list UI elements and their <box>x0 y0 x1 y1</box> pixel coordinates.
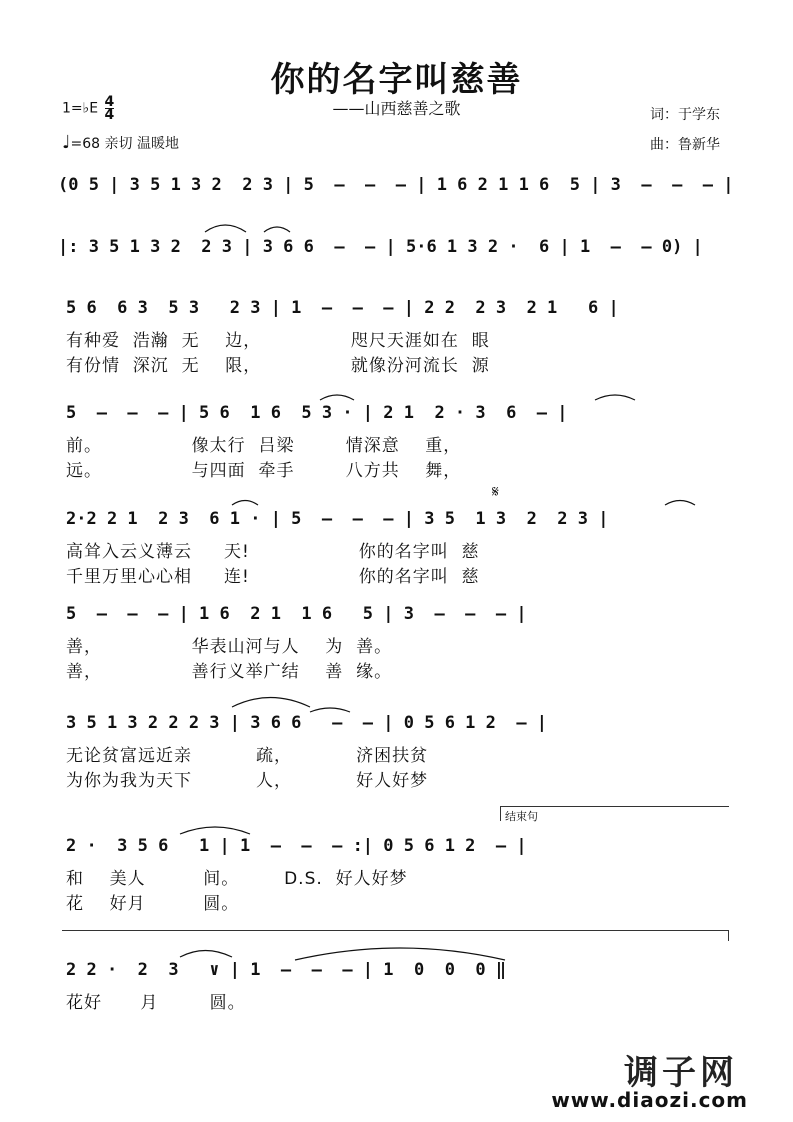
song-subtitle: ——山西慈善之歌 <box>332 99 461 118</box>
key-label: 1=♭E <box>62 100 99 117</box>
lyric-row-8-verse-2: 花 好月 圆。 <box>66 894 240 914</box>
lyricist: 词：于学东 <box>650 107 720 123</box>
lyric-row-8-verse-1: 和 美人 间。 D.S. 好人好梦 <box>66 869 408 889</box>
lyric-row-6-verse-1: 善， 华表山河与人 为 善。 <box>66 637 393 657</box>
slur-arc <box>310 708 350 712</box>
slur-arc <box>595 395 635 400</box>
segno-icon: 𝄋 <box>492 482 499 501</box>
slur-arc <box>180 951 232 958</box>
lyric-row-7-verse-1: 无论贫富远近亲 疏， 济困扶贫 <box>66 746 429 766</box>
composer: 曲：鲁新华 <box>650 137 720 153</box>
lyric-row-5-verse-1: 高耸入云义薄云 天! 你的名字叫 慈 <box>66 542 480 562</box>
notation-row-1: (0 5 | 3 5 1 3 2 2 3 | 5 – – – | 1 6 2 1 1 6 5 | 3 – – – | <box>58 175 734 195</box>
slur-arc <box>295 948 505 960</box>
notation-row-6: 5 – – – | 1 6 2 1 1 6 5 | 3 – – – | <box>66 604 527 624</box>
notation-row-9: 2 2 · 2 3 ∨ | 1 – – – | 1 0 0 0 ‖ <box>66 960 507 980</box>
slur-arc <box>264 227 290 232</box>
lyric-row-4-verse-1: 前。 像太行 吕梁 情深意 重， <box>66 436 462 456</box>
quarter-note-icon: ♩ <box>62 132 71 153</box>
time-bottom: 4 <box>104 107 115 123</box>
slur-arc <box>665 501 695 506</box>
slur-arc <box>180 827 250 834</box>
lyric-row-4-verse-2: 远。 与四面 牵手 八方共 舞， <box>66 461 462 481</box>
lyric-row-3-verse-2: 有份情 深沉 无 限， 就像汾河流长 源 <box>66 356 490 376</box>
watermark-name: 调子网 <box>624 1053 738 1093</box>
watermark-url: www.diaozi.com <box>551 1088 748 1112</box>
slur-arc <box>232 501 258 506</box>
song-title: 你的名字叫慈善 <box>270 60 523 100</box>
notation-row-8: 2 · 3 5 6 1 | 1 – – – :| 0 5 6 1 2 – | <box>66 836 527 856</box>
tempo-text: =68 亲切 温暖地 <box>70 136 179 152</box>
notation-row-2: |: 3 5 1 3 2 2 3 | 3 6 6 – – | 5·6 1 3 2 · 6 | 1 – – 0) | <box>58 237 703 257</box>
notation-row-7: 3 5 1 3 2 2 2 3 | 3 6 6 – – | 0 5 6 1 2 – | <box>66 713 548 733</box>
lyric-row-9-verse-1: 花好 月 圆。 <box>66 993 246 1013</box>
slur-arc <box>232 698 310 708</box>
notation-row-5: 2·2 2 1 2 3 6 1 · | 5 – – – | 3 5 1 3 2 2 3 | <box>66 509 609 529</box>
time-top: 4 <box>104 94 115 110</box>
lyric-row-3-verse-1: 有种爱 浩瀚 无 边， 咫尺天涯如在 眼 <box>66 331 490 351</box>
lyric-row-6-verse-2: 善， 善行义举广结 善 缘。 <box>66 662 393 682</box>
ending-label: 结束句 <box>505 810 538 823</box>
lyric-row-7-verse-2: 为你为我为天下 人， 好人好梦 <box>66 771 429 791</box>
slur-arc <box>320 395 354 400</box>
notation-row-3: 5 6 6 3 5 3 2 3 | 1 – – – | 2 2 2 3 2 1 6 | <box>66 298 619 318</box>
notation-row-4: 5 – – – | 5 6 1 6 5 3 · | 2 1 2 · 3 6 – | <box>66 403 568 423</box>
lyric-row-5-verse-2: 千里万里心心相 连! 你的名字叫 慈 <box>66 567 480 587</box>
slur-arc <box>205 225 246 232</box>
